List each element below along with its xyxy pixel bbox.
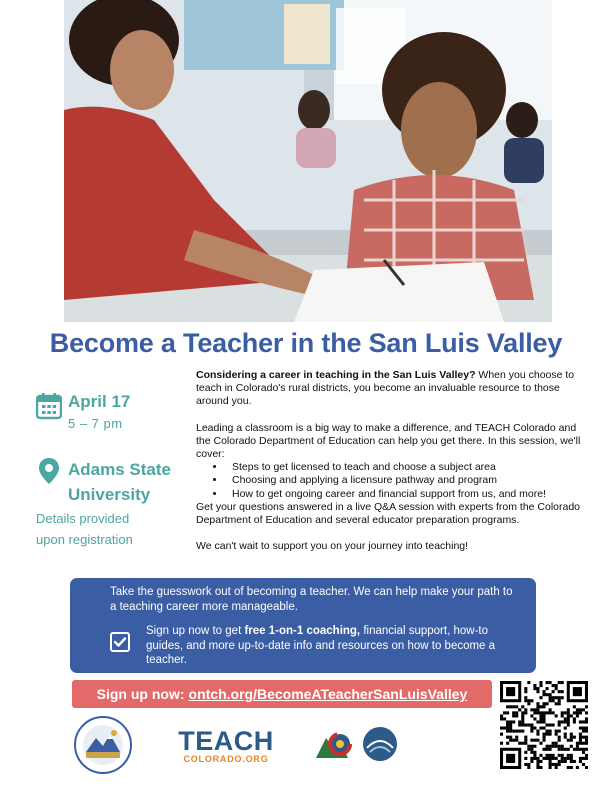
signup-link[interactable]: ontch.org/BecomeATeacherSanLuisValley <box>188 686 468 702</box>
event-time: 5 – 7 pm <box>68 416 123 431</box>
coaching-callout <box>70 578 536 673</box>
date-row <box>36 392 186 431</box>
event-date: April 17 <box>68 392 131 411</box>
teach-logo-word: TEACH <box>178 726 274 756</box>
cde-logo <box>362 726 398 762</box>
callout-text-bold: free 1-on-1 coaching, <box>244 625 361 637</box>
details-line-2: upon registration <box>36 532 133 547</box>
event-info <box>36 392 186 549</box>
details-line-1: Details provided <box>36 511 130 526</box>
intro-rest: When you choose to teach in Colorado's rural districts, you become an invaluable resource to those around you. <box>196 369 575 408</box>
list-item: • How to get ongoing career and financial support from us, and more! <box>226 488 588 501</box>
qa-paragraph: Get your questions answered in a live Q&A session with experts from the Colorado Department of Education and several educator preparation programs. <box>196 500 581 527</box>
coverage-paragraph: Leading a classroom is a big way to make a difference, and TEACH Colorado and the Colorado Department of Education can help you get there. In this session, we'll cover: <box>196 421 581 461</box>
location-pin-icon <box>36 457 62 485</box>
location-row <box>36 457 186 549</box>
location-line-1: Adams State <box>68 460 171 479</box>
signup-label: Sign up now: <box>96 686 185 702</box>
body-text <box>196 369 588 566</box>
intro-paragraph <box>196 369 588 409</box>
callout-signup-text <box>146 624 516 668</box>
signup-banner <box>72 680 492 708</box>
page-title: Become a Teacher in the San Luis Valley <box>49 328 563 358</box>
qr-code-icon[interactable] <box>500 681 588 769</box>
checkbox-check-icon <box>110 632 130 652</box>
rural-education-seal-logo <box>74 716 132 774</box>
intro-bold: Considering a career in teaching in the San Luis Valley? <box>196 369 476 381</box>
calendar-icon <box>36 392 62 420</box>
closing-paragraph: We can't wait to support you on your journey into teaching! <box>196 540 469 553</box>
classroom-illustration <box>64 0 552 322</box>
coverage-list <box>196 461 588 501</box>
list-item: • Choosing and applying a licensure pathway and program <box>226 474 588 487</box>
callout-intro: Take the guesswork out of becoming a teacher. We can help make your path to a teaching career more manageable. <box>110 586 513 613</box>
colorado-state-logo <box>314 728 358 760</box>
location-line-2: University <box>68 485 151 504</box>
callout-text-post: financial support, how-to guides, and more up-to-date info and resources on how to become a teacher. <box>146 625 496 666</box>
list-item: • Steps to get licensed to teach and choose a subject area <box>226 461 588 474</box>
callout-text-pre: Sign up now to get <box>146 625 245 637</box>
teach-logo-subtitle: COLORADO.ORG <box>183 754 269 764</box>
teach-colorado-logo <box>168 728 284 764</box>
hero-photo <box>64 0 552 322</box>
